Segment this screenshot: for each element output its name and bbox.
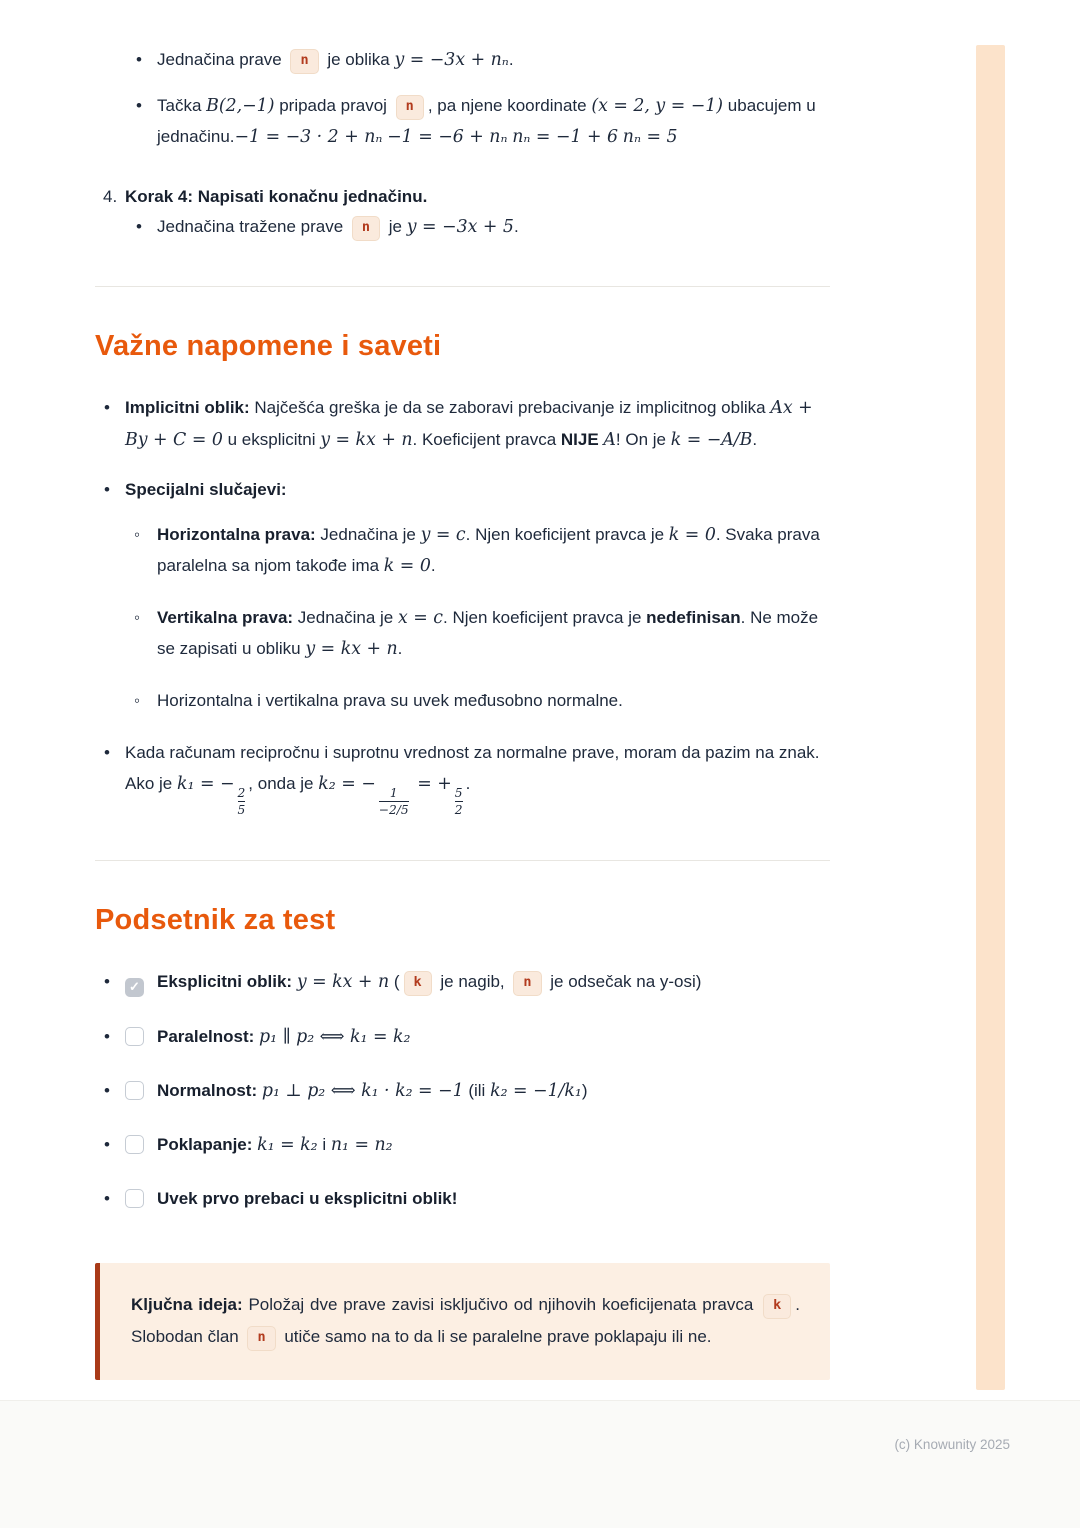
inline-math: y = kx + n [296,972,390,993]
inline-math: n₁ = n₂ [330,1135,393,1156]
note-item-text: Specijalni slučajevi: [125,479,287,499]
inline-math: Ax + By + C = 0 [125,398,813,450]
inline-math: k = 0 [383,555,431,576]
inline-math: k₂ = −1/k₁ [490,1080,582,1101]
step-heading [95,182,830,213]
inline-math: p₁ ∥ p₂ ⟺ k₁ = k₂ [259,1026,411,1047]
inline-var-badge: n [513,971,541,996]
note-item-text: Kada računam recipročnu i suprotnu vrednost za normalne prave, moram da pazim na znak. Ako je k₁ = − $\frac{2}{5}$ , onda je k₂ = − $\frac{1}{-2/5}$ = + $\frac{5}{2}$ . [125,742,820,817]
special-cases-list [125,520,830,717]
checklist-item-text: Poklapanje: k₁ = k₂ i n₁ = n₂ [157,1135,393,1156]
inline-var-badge: k [763,1294,791,1319]
page-edge-stripe [976,45,1005,1390]
list-item-text: Jednačina tražene prave n je y = −3x + 5. [157,217,519,236]
inline-math: k = 0 [668,524,716,545]
sub-note-item [125,520,830,582]
inline-var-badge: k [404,971,432,996]
section-divider [95,860,830,861]
notes-section-title: Važne napomene i saveti [95,330,442,363]
inline-math: y = −3x + 5 [406,217,514,238]
list-item [95,45,830,76]
inline-math: (x = 2, y = −1) [591,96,724,117]
notes-list [95,393,830,817]
callout-text: Ključna ideja: Položaj dve prave zavisi isključivo od njihovih koeficijenata pravca k . Slobodan član n utiče samo na to da li se paralelne prave poklapaju ili ne. [131,1289,800,1354]
page-footer [0,1400,1080,1528]
checkbox[interactable] [125,1135,144,1154]
checkbox[interactable]: ✓ [125,978,144,997]
inline-var-badge: n [396,95,424,120]
sub-note-item [125,686,830,717]
inline-math: k₁ = − [176,773,235,794]
step-number: 4. [103,186,118,206]
checklist-item [95,1184,830,1215]
copyright-text: (c) Knowunity 2025 [894,1437,1010,1452]
checkbox[interactable] [125,1081,144,1100]
inline-math: p₁ ⊥ p₂ ⟺ k₁ · k₂ = −1 [261,1080,464,1101]
inline-var-badge: n [352,216,380,241]
checklist [95,967,830,1214]
inline-math: k₁ = k₂ [257,1135,318,1156]
inline-math: y = kx + n [305,639,398,660]
inline-math: −1 = −3 · 2 + nₙ [234,127,383,148]
inline-math: −1 = −6 + nₙ [387,127,508,148]
checklist-item [95,1022,830,1053]
checklist-item [95,1130,830,1161]
key-idea-callout [95,1263,830,1380]
inline-fraction: $\frac{1}{-2/5}$ [378,786,409,817]
inline-math: nₙ = 5 [622,127,678,148]
section-divider [95,286,830,287]
list-item-text: Jednačina prave n je oblika y = −3x + nₙ. [157,50,514,69]
inline-fraction: $\frac{5}{2}$ [454,786,463,817]
step-detail-list [95,45,830,154]
note-item [95,393,830,455]
checklist-section-title: Podsetnik za test [95,904,336,937]
inline-math: A [603,429,616,450]
inline-math: B(2,−1) [206,96,275,117]
checkbox[interactable] [125,1189,144,1208]
sub-note-text: Horizontalna prava: Jednačina je y = c. Njen koeficijent pravca je k = 0. Svaka prava paralelna sa njom takođe ima k = 0. [157,524,820,576]
inline-fraction: $\frac{2}{5}$ [237,786,246,817]
note-item-text: Implicitni oblik: Najčešća greška je da se zaboravi prebacivanje iz implicitnog oblika Ax + By + C = 0 u eksplicitni y = kx + n. Koeficijent pravca NIJE A! On je k = −A/B. [125,398,813,450]
inline-math: x = c [397,607,443,628]
inline-math: k = −A/B [670,429,753,450]
checklist-item-text: Normalnost: p₁ ⊥ p₂ ⟺ k₁ · k₂ = −1 (ili k₂ = −1/k₁) [157,1080,588,1101]
checklist-item [95,967,830,998]
sub-note-text: Horizontalna i vertikalna prava su uvek međusobno normalne. [157,691,623,711]
sub-note-text: Vertikalna prava: Jednačina je x = c. Njen koeficijent pravca je nedefinisan. Ne može se zapisati u obliku y = kx + n. [157,607,819,660]
checklist-item-text: Paralelnost: p₁ ∥ p₂ ⟺ k₁ = k₂ [157,1026,411,1047]
list-item-text: Tačka B(2,−1) pripada pravoj n , pa njene koordinate (x = 2, y = −1) ubacujem u jednačinu.−1 = −3 · 2 + nₙ −1 = −6 + nₙ nₙ = −1 + 6 nₙ = 5 [157,96,816,148]
checklist-item [95,1076,830,1107]
note-item [95,738,830,818]
note-item [95,475,830,717]
inline-math: = + [411,773,452,794]
inline-math: k₂ = − [318,773,376,794]
inline-math: y = kx + n [320,429,413,450]
inline-var-badge: n [247,1326,275,1351]
checklist-item-text: Eksplicitni oblik: y = kx + n ( k je nagib, n je odsečak na y-osi) [157,972,701,991]
checklist-item-text: Uvek prvo prebaci u eksplicitni oblik! [157,1189,458,1209]
sub-note-item [125,603,830,665]
inline-var-badge: n [290,49,318,74]
list-item [95,212,830,243]
step-title: Korak 4: Napisati konačnu jednačinu. [125,186,428,206]
inline-math: y = −3x + nₙ [394,50,509,70]
inline-math: y = c [420,524,466,545]
step-result-list [95,212,830,243]
inline-math: nₙ = −1 + 6 [512,127,619,148]
list-item [95,91,830,153]
document-content [95,0,830,1380]
checkbox[interactable] [125,1027,144,1046]
